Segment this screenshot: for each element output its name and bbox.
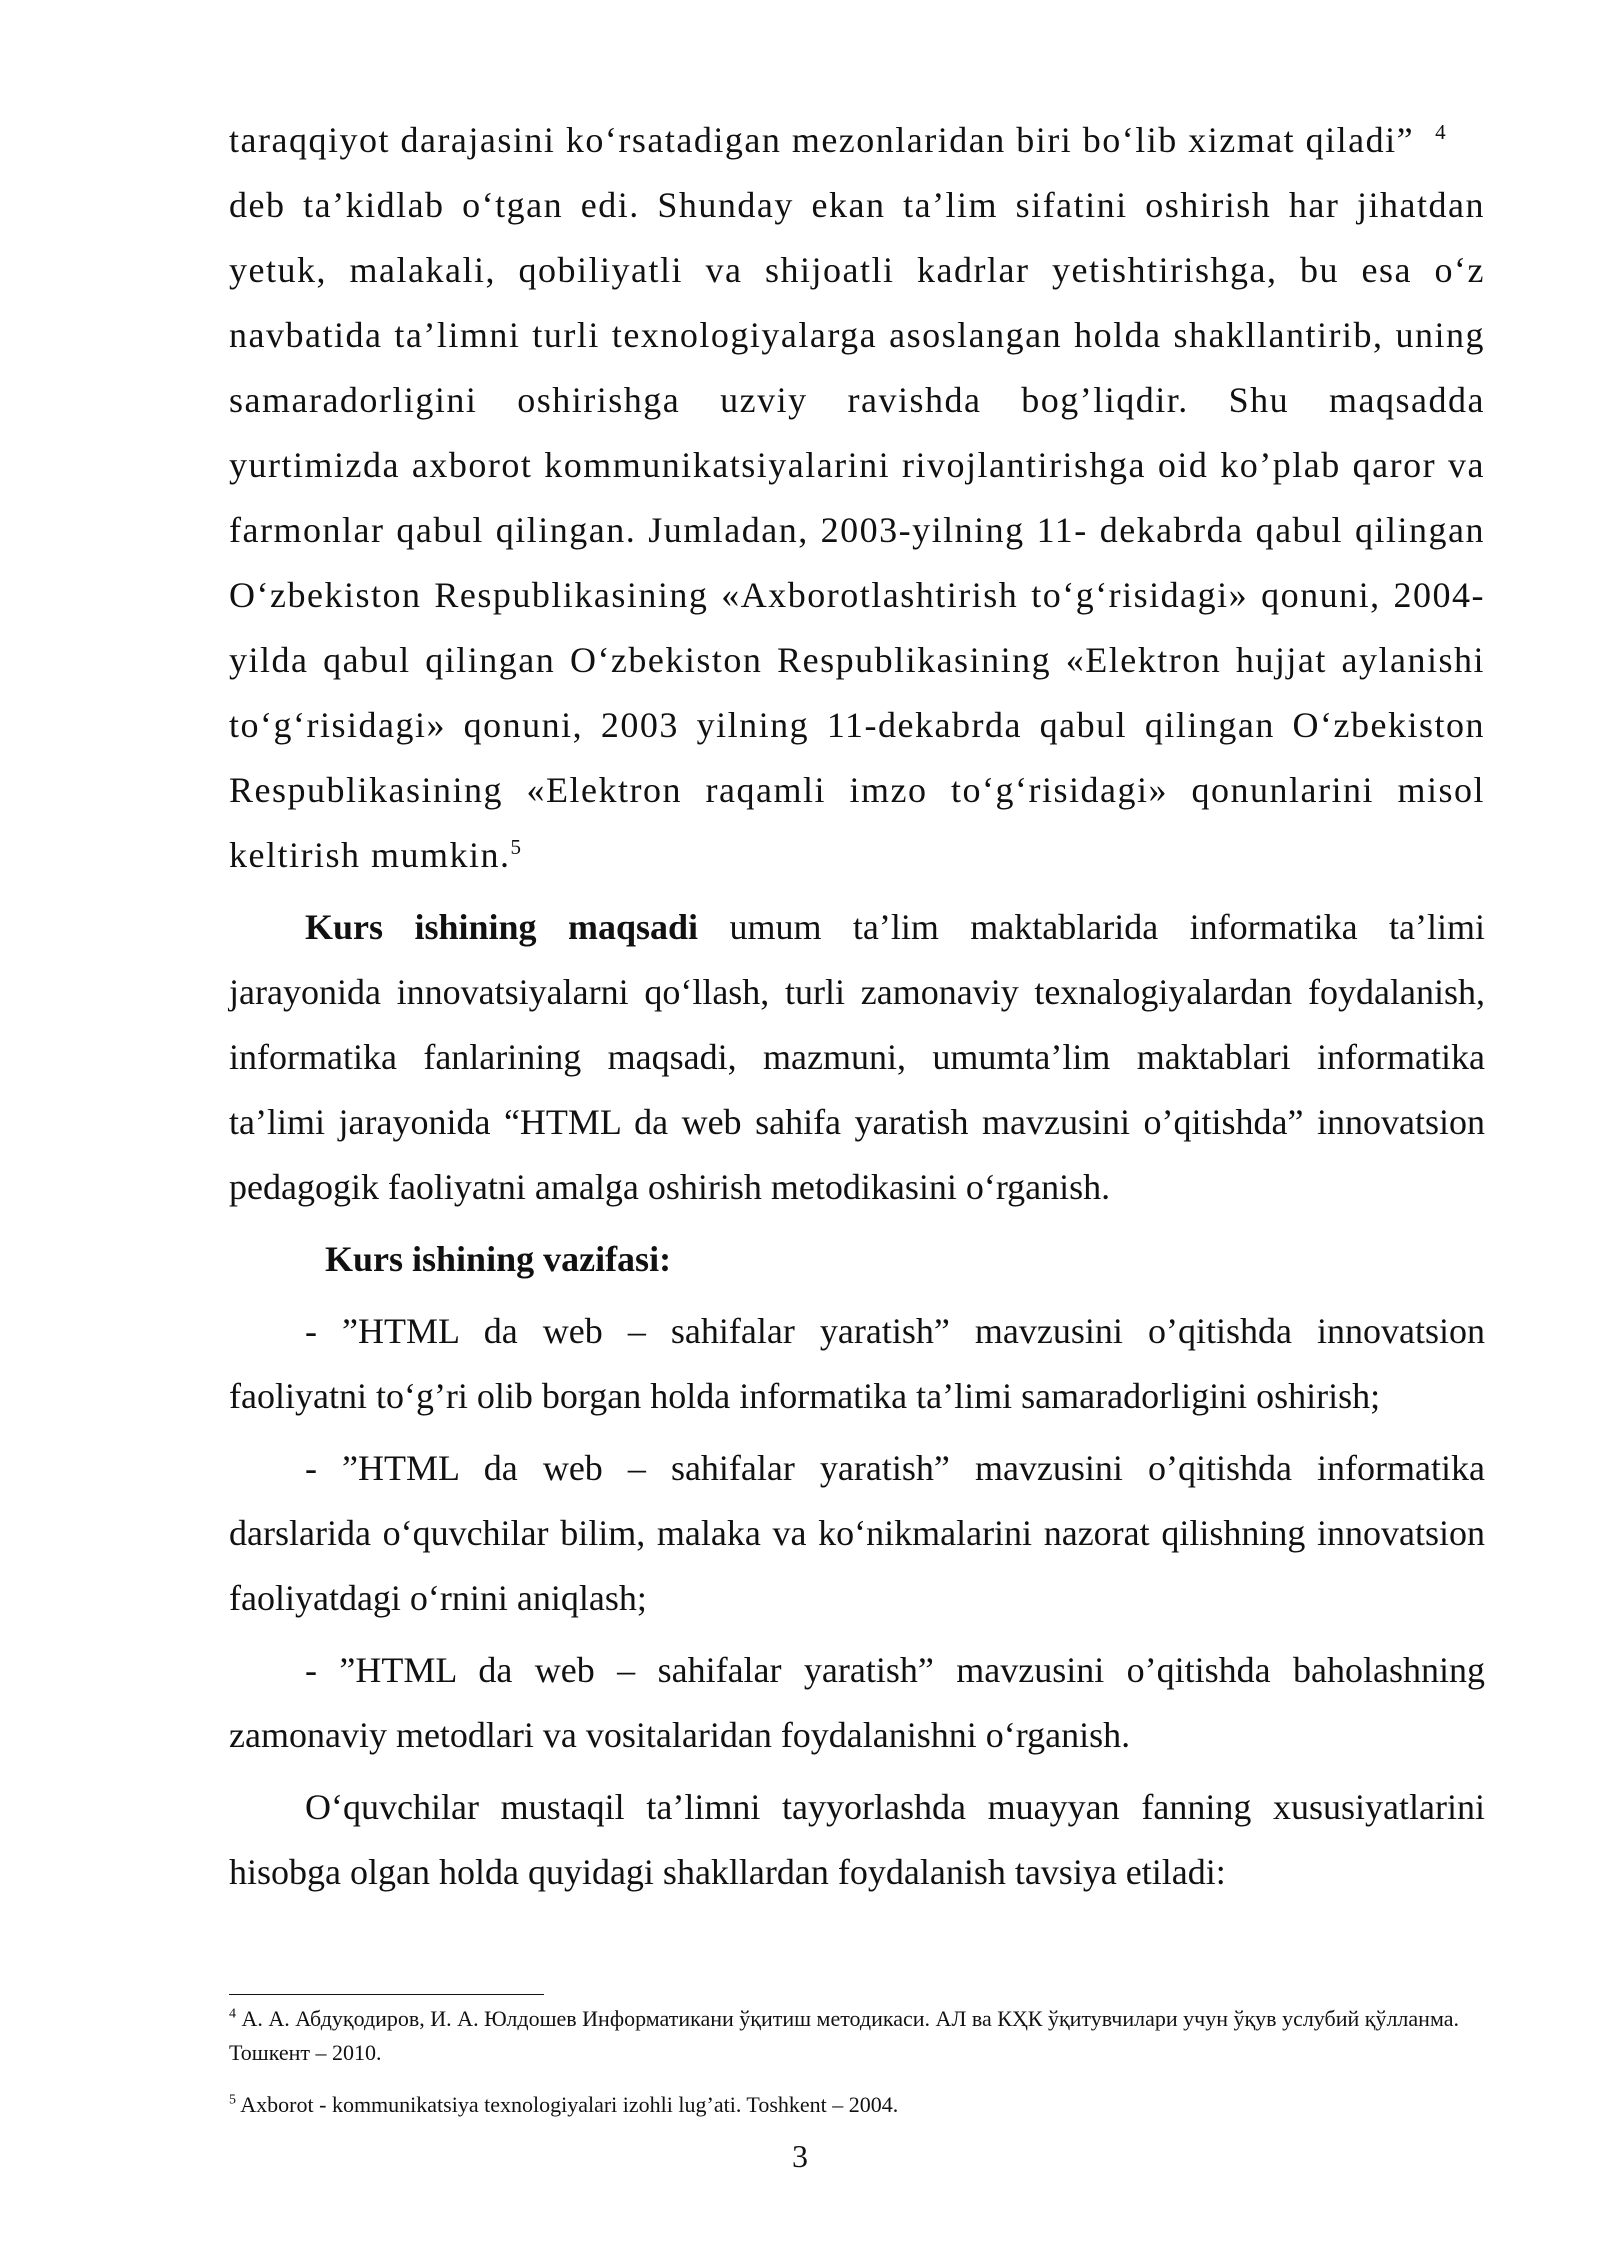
intro-text-body: deb ta’kidlab o‘tgan edi. Shunday ekan ta’lim sifatini oshirish har jihatdan yetuk, malakali, qobiliyatli va shijoatli kadrlar yetishtirishga, bu esa o‘z navbatida ta’limni turli texnologiyalarga asoslangan holda shakllantirib, uning samaradorligini oshirishga uzviy ravishda bog’liqdir. Shu maqsadda yurtimizda axborot kommunikatsiyalarini rivojlantirishga oid ko’plab qaror va farmonlar qabul qilingan. Jumladan, 2003-yilning 11- dekabrda qabul qilingan O‘zbekiston Respublikasining «Axborotlashtirish to‘g‘risidagi» qonuni, 2004-yilda qabul qilingan O‘zbekiston Respublikasining «Elektron hujjat aylanishi to‘g‘risidagi» qonuni, 2003 yilning 11-dekabrda qabul qilingan O‘zbekiston Respublikasining «Elektron raqamli imzo to‘g‘risidagi» qonunlarini misol keltirish mumkin.	[229, 185, 1485, 875]
footnote-separator	[229, 1994, 544, 1995]
task-item-3: - ”HTML da web – sahifalar yaratish” mavzusini o’qitishda baholashning zamonaviy metodlari va vositalaridan foydalanishni o‘rganish.	[229, 1650, 1485, 1755]
intro-paragraph	[229, 108, 1485, 888]
footnote-4	[229, 2002, 1485, 2070]
intro-text-start: taraqqiyot darajasini ko‘rsatadigan mezonlaridan biri bo‘lib xizmat qiladi”	[229, 120, 1415, 160]
footnote-5	[229, 2088, 1485, 2122]
footnote-text: Axborot - kommunikatsiya texnologiyalari izohli lug’ati. Toshkent – 2004.	[240, 2092, 899, 2117]
footnote-ref-4[interactable]: 4	[1435, 120, 1448, 144]
goal-lead: Kurs ishining maqsadi	[305, 907, 699, 947]
closing-paragraph: O‘quvchilar mustaqil ta’limni tayyorlashda muayyan fanning xususiyatlarini hisobga olgan holda quyidagi shakllardan foydalanish tavsiya etiladi:	[229, 1787, 1485, 1892]
footnotes	[229, 2002, 1485, 2122]
page-number: 3	[792, 2138, 808, 2174]
footnote-number: 5	[229, 2092, 236, 2108]
intro-text-continued	[229, 173, 1485, 888]
task-item-1: - ”HTML da web – sahifalar yaratish” mavzusini o’qitishda innovatsion faoliyatni to‘g’ri olib borgan holda informatika ta’limi samaradorligini oshirish;	[229, 1311, 1485, 1416]
footnote-number: 4	[229, 2006, 236, 2022]
footnote-ref-5[interactable]: 5	[510, 835, 523, 859]
task-item-2: - ”HTML da web – sahifalar yaratish” mavzusini o’qitishda informatika darslarida o‘quvchilar bilim, malaka va ko‘nikmalarini nazorat qilishning innovatsion faoliyatdagi o‘rnini aniqlash;	[229, 1448, 1485, 1618]
intro-line-first	[229, 108, 1485, 173]
tasks-heading: Kurs ishining vazifasi:	[325, 1239, 672, 1279]
body-text	[229, 108, 1485, 1905]
goal-paragraph	[229, 895, 1485, 1220]
goal-text: umum ta’lim maktablarida informatika ta’limi jarayonida innovatsiyalarni qo‘llash, turli zamonaviy texnalogiyalardan foydalanish, informatika fanlarining maqsadi, mazmuni, umumta’lim maktablari informatika ta’limi jarayonida “HTML da web sahifa yaratish mavzusini o’qitishda” innovatsion pedagogik faoliyatni amalga oshirish metodikasini o‘rganish.	[229, 907, 1486, 1207]
footnote-text: А. А. Абдуқодиров, И. А. Юлдошев Информатикани ўқитиш методикаси. АЛ ва КҲК ўқитувчилари учун ўқув услубий қўлланма. Тошкент – 2010.	[229, 2006, 1459, 2065]
